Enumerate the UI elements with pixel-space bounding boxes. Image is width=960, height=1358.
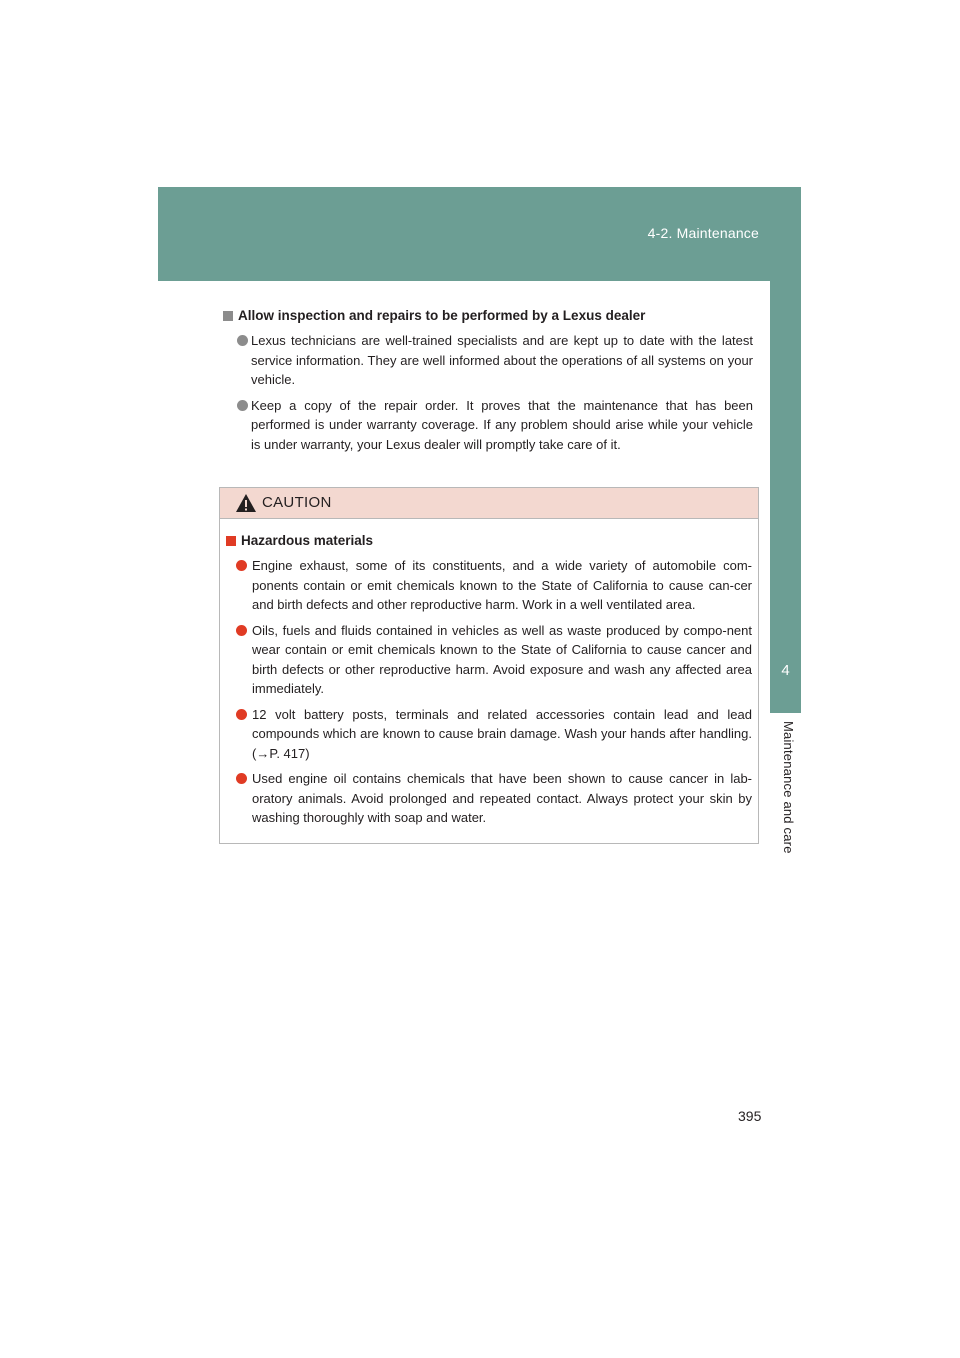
chapter-number: 4	[781, 662, 790, 679]
caution-box	[219, 487, 759, 844]
caution-header	[220, 488, 758, 519]
square-bullet-icon	[226, 536, 236, 546]
header-band	[158, 187, 801, 281]
list-item	[223, 331, 753, 390]
list-item-text: Keep a copy of the repair order. It proves that the maintenance that has been performed is under warranty coverage. If any problem should arise while your vehicle is under warranty, your Lexus dealer will promptly take care of it.	[251, 397, 753, 452]
section-heading-text: Allow inspection and repairs to be performed by a Lexus dealer	[238, 308, 646, 323]
bullet-dot-icon	[236, 709, 247, 720]
list-item	[226, 705, 752, 764]
chapter-label: Maintenance and care	[781, 721, 796, 854]
section-title: 4-2. Maintenance	[647, 225, 759, 241]
bullet-dot-icon	[236, 773, 247, 784]
list-item	[226, 621, 752, 699]
caution-heading	[226, 533, 752, 548]
bullet-dot-icon	[237, 335, 248, 346]
list-item	[226, 556, 752, 615]
list-item	[223, 396, 753, 455]
bullet-dot-icon	[236, 560, 247, 571]
caution-heading-text: Hazardous materials	[241, 533, 374, 548]
chapter-number-box	[770, 281, 801, 711]
caution-body	[220, 519, 758, 828]
list-item-text: Engine exhaust, some of its constituents, and a wide variety of automobile com-ponents contain or emit chemicals known to the State of California to cause can-cer and birth defects and other reproductive harm. Work in a well ventilated area.	[252, 558, 752, 612]
bullet-dot-icon	[236, 625, 247, 636]
square-bullet-icon	[223, 311, 233, 321]
list-item-text: Used engine oil contains chemicals that have been shown to cause cancer in lab-oratory animals. Avoid prolonged and repeated contact. Always protect your skin by washing thoroughly with soap and water.	[252, 771, 752, 825]
list-item	[226, 769, 752, 828]
warning-triangle-icon	[235, 493, 257, 513]
bullet-dot-icon	[237, 400, 248, 411]
chapter-side-tab	[770, 281, 801, 864]
list-item-text: 12 volt battery posts, terminals and related accessories contain lead and lead compounds which are known to cause brain damage. Wash your hands after handling. (→P. 417)	[252, 706, 752, 761]
caution-title: CAUTION	[262, 494, 332, 511]
main-content	[223, 308, 753, 460]
list-item-text: Lexus technicians are well-trained specialists and are kept up to date with the latest service information. They are well informed about the operations of all systems on your vehicle.	[251, 333, 753, 387]
list-item-text: Oils, fuels and fluids contained in vehicles as well as waste produced by compo-nent wear contain or emit chemicals known to the State of California to cause cancer and birth defects or other reproductive harm. Avoid exposure and wash any affected area immediately.	[252, 622, 752, 696]
section-heading	[223, 308, 753, 323]
page-number: 395	[738, 1108, 762, 1124]
